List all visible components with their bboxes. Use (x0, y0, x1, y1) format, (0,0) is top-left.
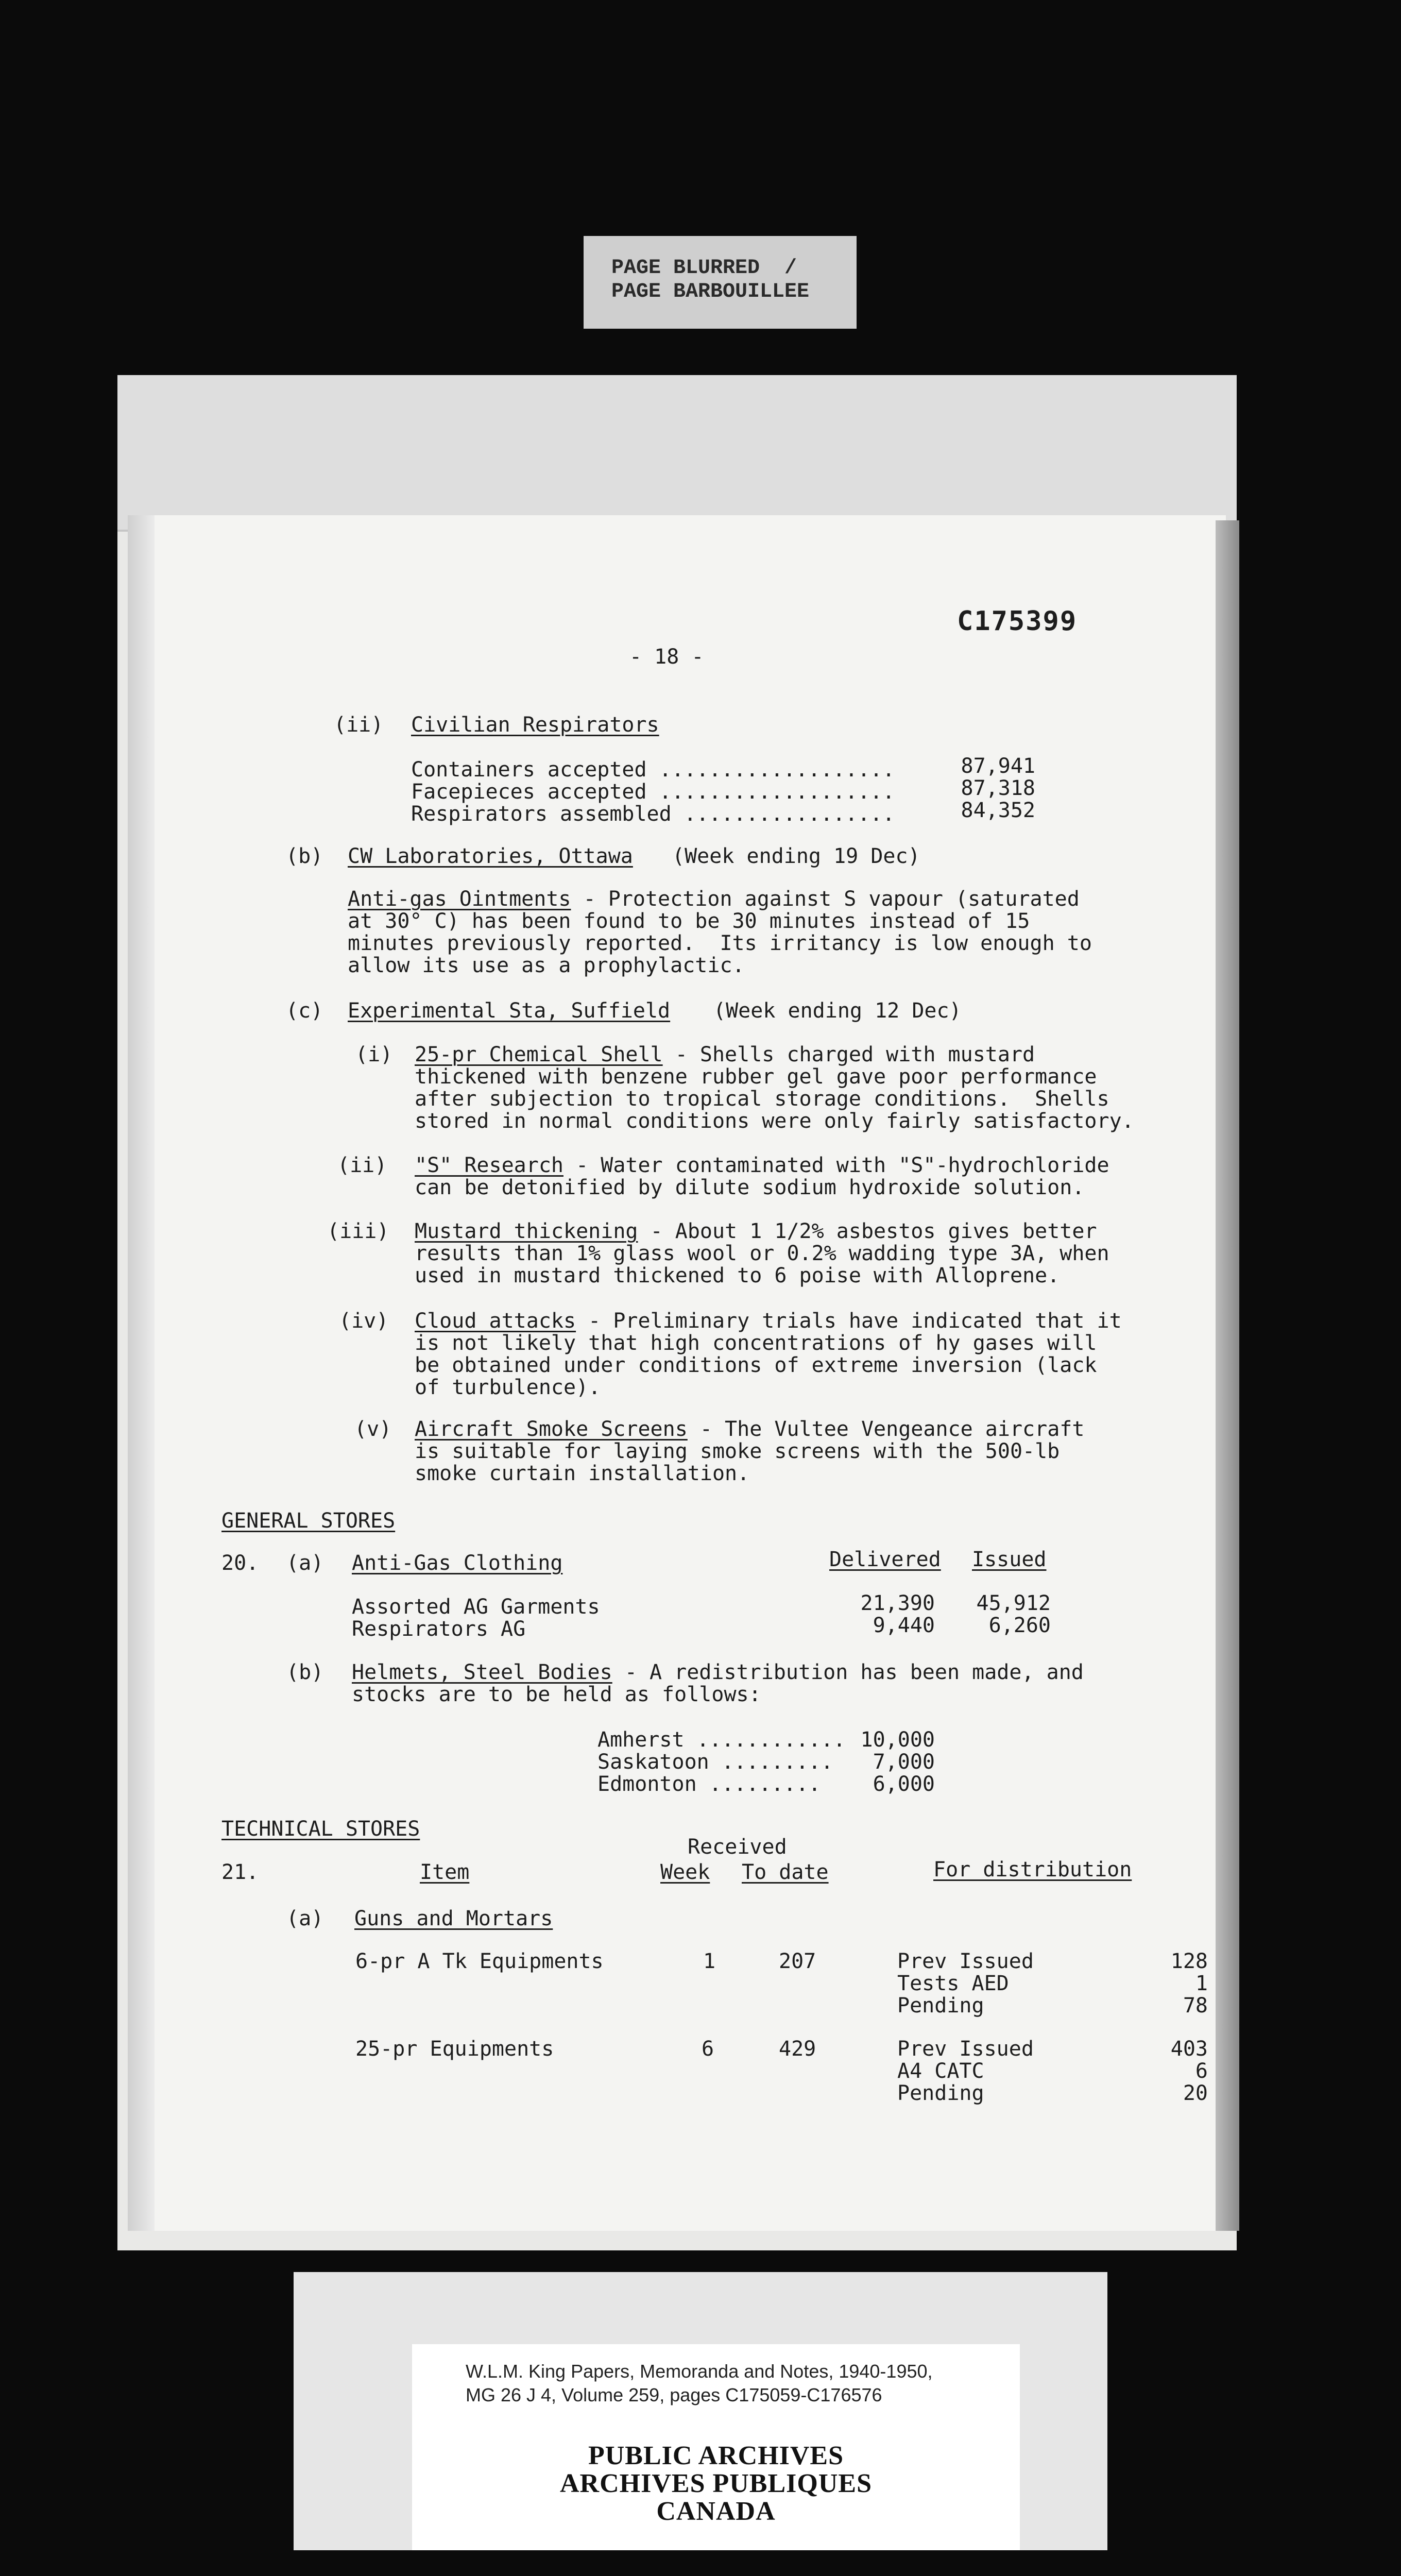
page-number: - 18 - (629, 645, 704, 669)
clothing-row-delivered: 21,390 (860, 1591, 935, 1615)
civilian-row-value: 87,941 (961, 754, 1035, 778)
distribution-qty: 6 (1195, 2059, 1208, 2083)
suffield-item-line: Mustard thickening - About 1 1/2% asbestos gives better (415, 1219, 1097, 1243)
archives-name-english: PUBLIC ARCHIVES (588, 2441, 844, 2470)
item-column-header: Item (420, 1860, 470, 1884)
archives-name-block (412, 2442, 1020, 2526)
suffield-item-line: smoke curtain installation. (415, 1462, 750, 1485)
document-reference-number: C175399 (957, 606, 1078, 637)
suffield-heading: Experimental Sta, Suffield (348, 999, 671, 1023)
suffield-item-label: (ii) (337, 1154, 387, 1177)
clothing-row-item: Assorted AG Garments (352, 1595, 600, 1619)
civilian-row-item: Containers accepted ................... (411, 758, 895, 782)
equipment-to-date: 429 (779, 2037, 816, 2061)
technical-stores-heading: TECHNICAL STORES (221, 1817, 420, 1841)
civilian-heading: Civilian Respirators (411, 713, 659, 737)
cw-labs-week: (Week ending 19 Dec) (672, 844, 920, 868)
civilian-row-item: Respirators assembled ................. (411, 802, 895, 826)
stock-location: Saskatoon ......... (597, 1750, 833, 1774)
cw-labs-text-line: Anti-gas Ointments - Protection against S vapour (saturated (348, 887, 1080, 911)
mustard-thickening-subheading: Mustard thickening (415, 1219, 638, 1243)
citation-line-1: W.L.M. King Papers, Memoranda and Notes, 1940-1950, (466, 2361, 933, 2382)
guns-label: (a) (286, 1907, 324, 1930)
cw-labs-text-line: minutes previously reported. Its irritancy is low enough to (348, 931, 1092, 955)
civilian-row-item: Facepieces accepted ................... (411, 780, 895, 804)
cw-labs-heading: CW Laboratories, Ottawa (348, 844, 633, 868)
distribution-label: Pending (897, 2081, 984, 2105)
stock-quantity: 10,000 (860, 1728, 935, 1752)
civilian-row-value: 84,352 (961, 799, 1035, 822)
archives-name-country: CANADA (656, 2497, 776, 2526)
stock-location: Amherst ............ (597, 1728, 846, 1752)
suffield-item-label: (iv) (339, 1309, 389, 1333)
to-date-column-header: To date (742, 1860, 829, 1884)
equipment-week: 1 (703, 1950, 716, 1973)
distribution-qty: 403 (1170, 2037, 1208, 2061)
civilian-label: (ii) (334, 713, 384, 737)
para-20-number: 20. (221, 1551, 259, 1575)
suffield-item-line: used in mustard thickened to 6 poise with Alloprene. (415, 1264, 1060, 1287)
suffield-item-line: Aircraft Smoke Screens - The Vultee Vengeance aircraft (415, 1417, 1085, 1441)
general-stores-heading: GENERAL STORES (221, 1509, 396, 1533)
suffield-item-line: 25-pr Chemical Shell - Shells charged with mustard (415, 1043, 1035, 1066)
chemical-shell-subheading: 25-pr Chemical Shell (415, 1043, 663, 1066)
distribution-label: Pending (897, 1994, 984, 2018)
suffield-item-line: of turbulence). (415, 1376, 601, 1399)
clothing-row-delivered: 9,440 (873, 1614, 935, 1637)
guns-and-mortars-heading: Guns and Mortars (354, 1907, 553, 1930)
clothing-row-issued: 45,912 (976, 1591, 1051, 1615)
clothing-row-item: Respirators AG (352, 1617, 526, 1641)
helmets-label: (b) (286, 1660, 324, 1684)
suffield-item-line: thickened with benzene rubber gel gave poor performance (415, 1065, 1097, 1089)
suffield-item-label: (i) (355, 1043, 393, 1066)
clothing-row-issued: 6,260 (988, 1614, 1051, 1637)
suffield-item-line: is suitable for laying smoke screens with the 500-lb (415, 1439, 1060, 1463)
issued-column-header: Issued (972, 1548, 1047, 1571)
cloud-attacks-subheading: Cloud attacks (415, 1309, 576, 1333)
cw-labs-label: (b) (286, 844, 323, 868)
received-column-header: Received (688, 1835, 787, 1859)
anti-gas-clothing-heading: Anti-Gas Clothing (352, 1551, 563, 1575)
suffield-week: (Week ending 12 Dec) (713, 999, 962, 1023)
distribution-label: Prev Issued (897, 1950, 1034, 1973)
suffield-item-line: results than 1% glass wool or 0.2% wadding type 3A, when (415, 1242, 1109, 1265)
sheet-left-shadow (128, 515, 159, 2231)
helmets-line: stocks are to be held as follows: (352, 1683, 761, 1706)
suffield-item-line: be obtained under conditions of extreme inversion (lack (415, 1353, 1097, 1377)
stamp-line-1: PAGE BLURRED / (611, 257, 797, 280)
anti-gas-ointments-subheading: Anti-gas Ointments (348, 887, 571, 911)
document-top-fold (117, 375, 1237, 532)
stock-quantity: 6,000 (873, 1772, 935, 1796)
distribution-label: A4 CATC (897, 2059, 984, 2083)
archives-name-french: ARCHIVES PUBLIQUES (559, 2469, 873, 2498)
suffield-item-line: Cloud attacks - Preliminary trials have indicated that it (415, 1309, 1122, 1333)
equipment-item: 25-pr Equipments (355, 2037, 554, 2061)
stock-location: Edmonton ......... (597, 1772, 821, 1796)
citation-line-2: MG 26 J 4, Volume 259, pages C175059-C176576 (466, 2384, 882, 2405)
distribution-qty: 20 (1183, 2081, 1208, 2105)
distribution-qty: 128 (1170, 1950, 1208, 1973)
delivered-column-header: Delivered (829, 1548, 941, 1571)
suffield-item-line: stored in normal conditions were only fairly satisfactory. (415, 1109, 1134, 1133)
distribution-label: Prev Issued (897, 2037, 1034, 2061)
suffield-item-line: is not likely that high concentrations of hy gases will (415, 1331, 1097, 1355)
para-21-number: 21. (221, 1860, 259, 1884)
cw-labs-text-line: at 30° C) has been found to be 30 minutes instead of 15 (348, 909, 1030, 933)
page-blurred-stamp (584, 236, 857, 329)
equipment-week: 6 (702, 2037, 714, 2061)
civilian-row-value: 87,318 (961, 776, 1035, 800)
distribution-qty: 78 (1183, 1994, 1208, 2018)
suffield-item-label: (iii) (327, 1219, 389, 1243)
s-research-subheading: "S" Research (415, 1154, 563, 1177)
aircraft-smoke-screens-subheading: Aircraft Smoke Screens (415, 1417, 688, 1441)
suffield-item-label: (v) (354, 1417, 392, 1441)
anti-gas-label: (a) (286, 1551, 324, 1575)
suffield-item-line: "S" Research - Water contaminated with "S"-hydrochloride (415, 1154, 1109, 1177)
suffield-item-line: after subjection to tropical storage conditions. Shells (415, 1087, 1109, 1111)
week-column-header: Week (660, 1860, 710, 1884)
suffield-item-line: can be detonified by dilute sodium hydroxide solution. (415, 1176, 1085, 1199)
helmets-heading: Helmets, Steel Bodies (352, 1660, 612, 1684)
suffield-label: (c) (286, 999, 323, 1023)
equipment-to-date: 207 (779, 1950, 816, 1973)
cw-labs-text-line: allow its use as a prophylactic. (348, 954, 745, 977)
stamp-line-2: PAGE BARBOUILLEE (611, 280, 810, 303)
helmets-line: Helmets, Steel Bodies - A redistribution has been made, and (352, 1660, 1084, 1684)
distribution-label: Tests AED (897, 1972, 1009, 1995)
equipment-item: 6-pr A Tk Equipments (355, 1950, 604, 1973)
archive-citation-card (412, 2344, 1020, 2416)
for-distribution-column-header: For distribution (933, 1858, 1132, 1882)
stock-quantity: 7,000 (873, 1750, 935, 1774)
distribution-qty: 1 (1195, 1972, 1208, 1995)
sheet-edge-shadow (1216, 520, 1239, 2231)
